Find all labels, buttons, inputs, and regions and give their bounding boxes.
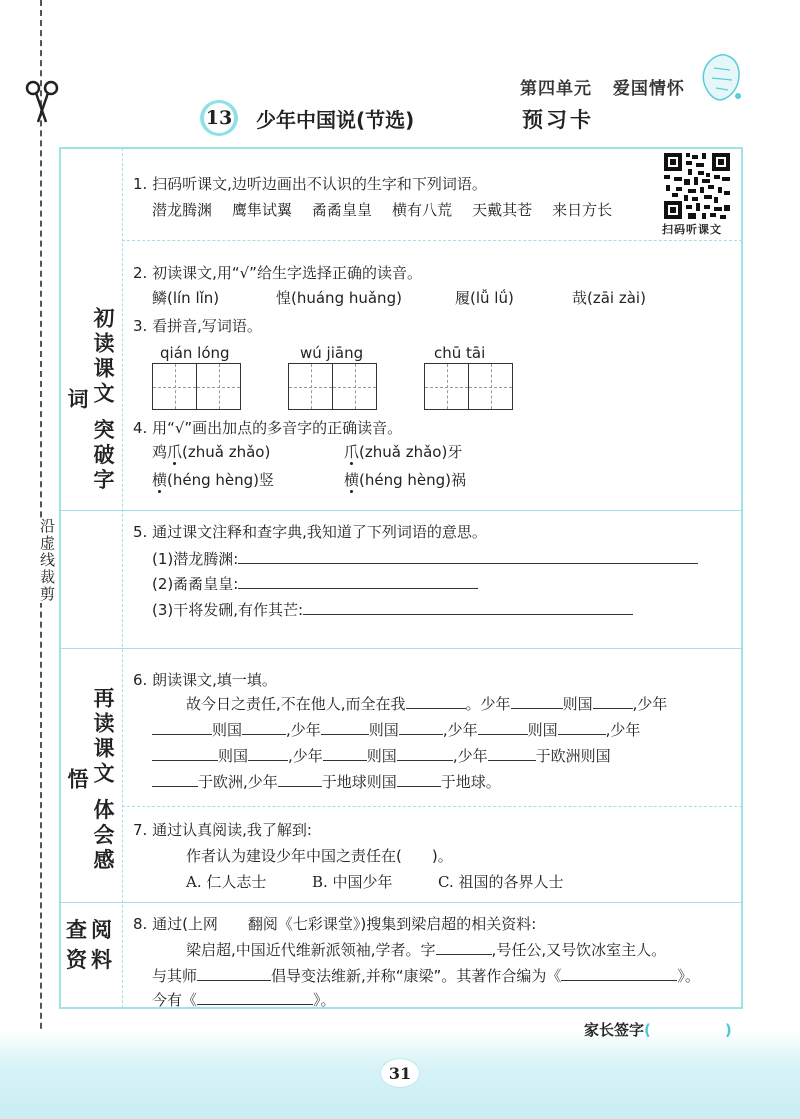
- q3-pinyin: qián lóng: [160, 344, 230, 362]
- lesson-number-badge: [200, 100, 238, 136]
- q5-prompt: 5. 通过课文注释和查字典,我知道了下列词语的意思。: [133, 523, 487, 541]
- q5-item: (3)干将发硎,有作其芒:: [152, 600, 633, 620]
- answer-blank[interactable]: [238, 575, 478, 589]
- scan-label: 扫码听课文: [662, 223, 722, 236]
- q7-stem: 作者认为建设少年中国之责任在( )。: [186, 847, 453, 865]
- q1-word: 天戴其苍: [472, 201, 533, 219]
- answer-blank[interactable]: [436, 941, 492, 955]
- answer-blank[interactable]: [558, 721, 606, 735]
- dotted-char: 横: [344, 471, 360, 489]
- divider-second-read: [60, 902, 742, 903]
- q2-prompt: 2. 初读课文,用“√”给生字选择正确的读音。: [133, 264, 422, 282]
- section-first-read: 初读课文 突破字词: [65, 306, 115, 494]
- q4-item: 鸡爪(zhuǎ zhǎo): [152, 443, 271, 461]
- section-research: 查阅资料: [66, 918, 116, 972]
- card-label: 预习卡: [522, 108, 594, 132]
- q8-line: 与其师 倡导变法维新,并称“康梁”。其著作合编为《 》。: [152, 967, 700, 985]
- q2-item: 哉(zāi zài): [572, 289, 646, 307]
- q6-line: 于欧洲,少年 于地球则国 于地球。: [152, 772, 501, 792]
- unit-label: 第四单元: [520, 79, 592, 99]
- q4-item: 爪(zhuǎ zhǎo)牙: [344, 443, 463, 461]
- q5-item: (1)潜龙腾渊:: [152, 549, 698, 569]
- q1-word: 鹰隼试翼: [232, 201, 293, 219]
- divider-q5: [60, 648, 742, 649]
- answer-blank[interactable]: [406, 695, 466, 709]
- q5-item: (2)矞矞皇皇:: [152, 574, 478, 594]
- q4-prompt: 4. 用“√”画出加点的多音字的正确读音。: [133, 419, 403, 437]
- q7-option-b[interactable]: B. 中国少年: [312, 873, 393, 891]
- q4-item: 横(héng hèng)竖: [152, 471, 275, 489]
- lesson-number: 13: [204, 103, 234, 133]
- q3-prompt: 3. 看拼音,写词语。: [133, 317, 262, 335]
- q8-prompt: 8. 通过(上网 翻阅《七彩课堂》)搜集到梁启超的相关资料:: [133, 915, 537, 933]
- answer-blank[interactable]: [323, 747, 367, 761]
- answer-blank[interactable]: [152, 773, 198, 787]
- q1-word: 来日方长: [552, 201, 613, 219]
- answer-blank[interactable]: [321, 721, 369, 735]
- answer-blank[interactable]: [303, 601, 633, 615]
- section-second-read: 再读课文 体会感悟: [65, 686, 115, 874]
- parent-signature: 家长签字( ): [584, 1021, 732, 1039]
- writing-grid[interactable]: [288, 363, 376, 410]
- q6-line: 则国 ,少年 则国 ,少年 则国 ,少年: [152, 720, 640, 740]
- answer-blank[interactable]: [197, 991, 313, 1005]
- answer-blank[interactable]: [593, 695, 633, 709]
- answer-blank[interactable]: [197, 967, 271, 981]
- divider-q1: [122, 240, 742, 241]
- answer-blank[interactable]: [242, 721, 286, 735]
- q2-item: 履(lǚ lǘ): [455, 289, 514, 307]
- q6-prompt: 6. 朗读课文,填一填。: [133, 671, 277, 689]
- writing-grid[interactable]: [152, 363, 240, 410]
- q2-item: 惶(huáng huǎng): [276, 289, 402, 307]
- q1-word: 矞矞皇皇: [312, 201, 373, 219]
- answer-blank[interactable]: [152, 721, 212, 735]
- qr-code-icon[interactable]: [664, 153, 730, 219]
- divider-first-read: [60, 510, 742, 511]
- divider-q6: [122, 806, 742, 807]
- answer-blank[interactable]: [152, 747, 218, 761]
- answer-blank[interactable]: [278, 773, 322, 787]
- answer-blank[interactable]: [478, 721, 528, 735]
- q7-option-c[interactable]: C. 祖国的各界人士: [438, 873, 564, 891]
- dotted-char: 横: [152, 471, 168, 489]
- q7-option-a[interactable]: A. 仁人志士: [186, 873, 267, 891]
- decoration-icon: [696, 48, 746, 110]
- theme-label: 爱国情怀: [612, 79, 685, 99]
- q8-line: 今有《 》。: [152, 991, 336, 1009]
- writing-grid[interactable]: [424, 363, 512, 410]
- q1-word-list: [152, 200, 632, 220]
- answer-blank[interactable]: [488, 747, 536, 761]
- q6-line: 则国 ,少年 则国 ,少年 于欧洲则国: [152, 746, 611, 766]
- cut-hint: 沿虚线裁剪: [27, 518, 57, 603]
- q2-item: 鳞(lín lǐn): [152, 289, 220, 307]
- q1-prompt: 1. 扫码听课文,边听边画出不认识的生字和下列词语。: [133, 175, 487, 193]
- q3-pinyin: chū tāi: [434, 344, 486, 362]
- answer-blank[interactable]: [511, 695, 563, 709]
- lesson-title: 少年中国说(节选): [256, 108, 415, 132]
- q1-word: 潜龙腾渊: [152, 201, 213, 219]
- q3-pinyin: wú jiāng: [300, 344, 364, 362]
- signature-field[interactable]: [651, 1021, 725, 1035]
- scissors-icon: [24, 80, 60, 124]
- q1-word: 横有八荒: [392, 201, 453, 219]
- unit-line: [520, 74, 699, 99]
- answer-blank[interactable]: [561, 967, 677, 981]
- q6-line: 故今日之责任,不在他人,而全在我 。少年 则国 ,少年: [186, 695, 668, 713]
- answer-blank[interactable]: [399, 721, 443, 735]
- dotted-char: 爪: [167, 443, 183, 461]
- q4-item: 横(héng hèng)祸: [344, 471, 467, 489]
- dotted-char: 爪: [344, 443, 360, 461]
- answer-blank[interactable]: [397, 747, 453, 761]
- column-divider: [122, 148, 123, 1008]
- page-number: 31: [380, 1058, 420, 1088]
- answer-blank[interactable]: [248, 747, 288, 761]
- q7-prompt: 7. 通过认真阅读,我了解到:: [133, 821, 312, 839]
- answer-blank[interactable]: [397, 773, 441, 787]
- answer-blank[interactable]: [238, 550, 698, 564]
- q8-line: 梁启超,中国近代维新派领袖,学者。字 ,号任公,又号饮冰室主人。: [186, 941, 667, 959]
